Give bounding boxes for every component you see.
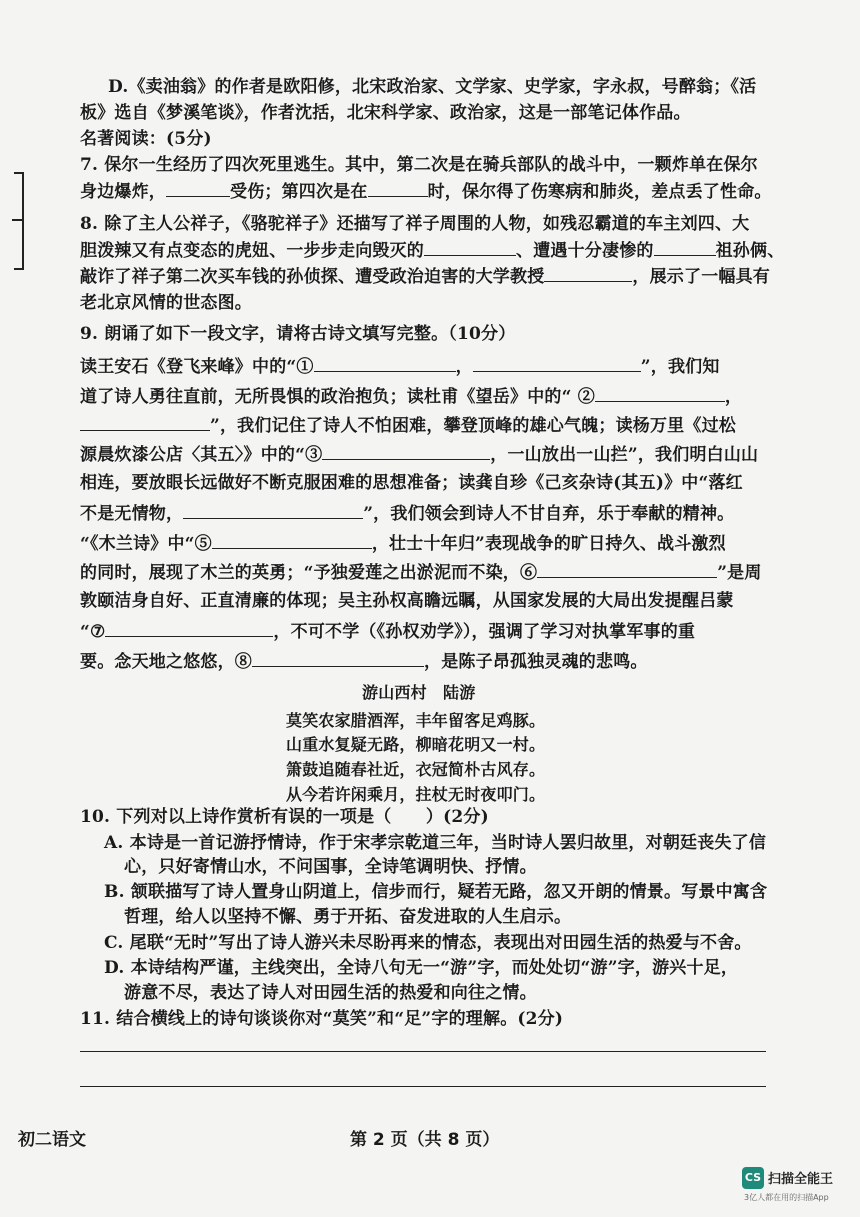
- question-8-line-2: 胆泼辣又有点变态的虎妞、一步步走向毁灭的 、遭遇十分凄惨的 祖孙俩、: [80, 241, 785, 261]
- answer-blank[interactable]: [322, 443, 490, 460]
- question-8-line-4: 老北京风情的世态图。: [80, 293, 252, 313]
- answer-blank[interactable]: [80, 414, 210, 431]
- answer-blank[interactable]: [166, 180, 230, 197]
- answer-blank[interactable]: [424, 239, 516, 256]
- answer-blank[interactable]: [473, 355, 641, 372]
- footer-page-number: 第 2 页（共 8 页）: [350, 1130, 500, 1150]
- scanner-tagline: 3亿人都在用的扫描App: [744, 1193, 829, 1202]
- option-a-line-1: A. 本诗是一首记游抒情诗，作于宋孝宗乾道三年，当时诗人罢归故里，对朝廷丧失了信: [104, 833, 767, 853]
- question-9-line-8: “《木兰诗》中“⑤ ，壮士十年归”表现战争的旷日持久、战斗激烈: [80, 534, 726, 554]
- answer-line[interactable]: [80, 1086, 766, 1087]
- question-9-line-3: 道了诗人勇往直前，无所畏惧的政治抱负；读杜甫《望岳》中的“ ② ，: [80, 387, 743, 407]
- question-9-line-6: 相连，要放眼长远做好不断克服困难的思想准备；读龚自珍《己亥杂诗(其五)》中“落红: [80, 473, 743, 493]
- option-b-line-2: 哲理，给人以坚持不懈、勇于开拓、奋发进取的人生启示。: [124, 907, 572, 927]
- scanner-logo-icon: CS: [742, 1167, 764, 1189]
- section-title: 名著阅读：(5分): [80, 129, 212, 149]
- poem-line: 箫鼓追随春社近，衣冠简朴古风存。: [286, 760, 546, 779]
- answer-blank[interactable]: [654, 239, 716, 256]
- question-9-line-5: 源晨炊漆公店〈其五〉》中的“③ ，一山放出一山拦”，我们明白山山: [80, 445, 759, 465]
- option-d-line-1: D. 本诗结构严谨，主线突出，全诗八句无一“游”字，而处处切“游”字，游兴十足，: [104, 958, 739, 978]
- footer-subject: 初二语文: [18, 1130, 86, 1150]
- question-8: 8. 除了主人公祥子，《骆驼祥子》还描写了祥子周围的人物，如残忍霸道的车主刘四、大: [80, 214, 750, 234]
- poem-line: 从今若许闲乘月，拄杖无时夜叩门。: [286, 785, 546, 804]
- question-9-line-9: 的同时，展现了木兰的英勇；“予独爱莲之出淤泥而不染，⑥ ”是周: [80, 563, 762, 583]
- question-9-line-11: “⑦ ，不可不学（《孙权劝学》），强调了学习对执掌军事的重: [80, 622, 696, 642]
- option-b-line-1: B. 颔联描写了诗人置身山阴道上，信步而行，疑若无路，忽又开朗的情景。写景中寓含: [104, 882, 768, 902]
- option-d-line-1: D.《卖油翁》的作者是欧阳修，北宋政治家、文学家、史学家，字永叔，号醉翁；《活: [108, 77, 757, 97]
- poem-line: 莫笑农家腊酒浑，丰年留客足鸡豚。: [286, 711, 546, 730]
- question-7: 7. 保尔一生经历了四次死里逃生。其中，第二次是在骑兵部队的战斗中，一颗炸单在保尔: [80, 155, 758, 175]
- margin-bracket: [14, 172, 24, 270]
- question-11: 11. 结合横线上的诗句谈谈你对“莫笑”和“足”字的理解。(2分): [80, 1009, 564, 1029]
- answer-blank[interactable]: [544, 265, 632, 282]
- question-10: 10. 下列对以上诗作赏析有误的一项是（ ）(2分): [80, 807, 489, 827]
- option-d-line-2: 板》选自《梦溪笔谈》，作者沈括，北宋科学家、政治家，这是一部笔记体作品。: [80, 103, 691, 123]
- question-9: 9. 朗诵了如下一段文字，请将古诗文填写完整。（10分）: [80, 324, 516, 344]
- question-9-line-2: 读王安石《登飞来峰》中的“① ， ”，我们知: [80, 357, 720, 377]
- answer-blank[interactable]: [105, 620, 273, 637]
- answer-blank[interactable]: [537, 561, 717, 578]
- question-9-line-12: 要。念天地之悠悠，⑧ ，是陈子昂孤独灵魂的悲鸣。: [80, 652, 648, 672]
- question-9-line-10: 敦颐洁身自好、正直清廉的体现；吴主孙权高瞻远瞩，从国家发展的大局出发提醒吕蒙: [80, 591, 734, 611]
- option-a-line-2: 心，只好寄情山水，不问国事，全诗笔调明快、抒情。: [124, 857, 537, 877]
- answer-blank[interactable]: [183, 502, 363, 519]
- answer-blank[interactable]: [595, 385, 725, 402]
- question-8-line-3: 敲诈了祥子第二次买车钱的孙侦探、遭受政治迫害的大学教授 ，展示了一幅具有: [80, 267, 771, 287]
- answer-blank[interactable]: [368, 180, 428, 197]
- option-d-line-2: 游意不尽，表达了诗人对田园生活的热爱和向往之情。: [124, 983, 537, 1003]
- option-c: C. 尾联“无时”写出了诗人游兴未尽盼再来的情态，表现出对田园生活的热爱与不舍。: [104, 933, 752, 953]
- poem-line: 山重水复疑无路，柳暗花明又一村。: [286, 735, 546, 754]
- answer-line[interactable]: [80, 1051, 766, 1052]
- answer-blank[interactable]: [314, 355, 456, 372]
- answer-blank[interactable]: [212, 532, 372, 549]
- poem-title: 游山西村 陆游: [362, 683, 476, 702]
- scanner-app-name: 扫描全能王: [768, 1172, 834, 1187]
- question-9-line-7: 不是无情物， ”，我们领会到诗人不甘自弃，乐于奉献的精神。: [80, 504, 735, 524]
- question-9-line-4: ”，我们记住了诗人不怕困难，攀登顶峰的雄心气魄；读杨万里《过松: [80, 414, 736, 437]
- answer-blank[interactable]: [252, 650, 424, 667]
- question-7-line-2: 身边爆炸， 受伤；第四次是在 时，保尔得了伤寒病和肺炎，差点丢了性命。: [80, 182, 772, 202]
